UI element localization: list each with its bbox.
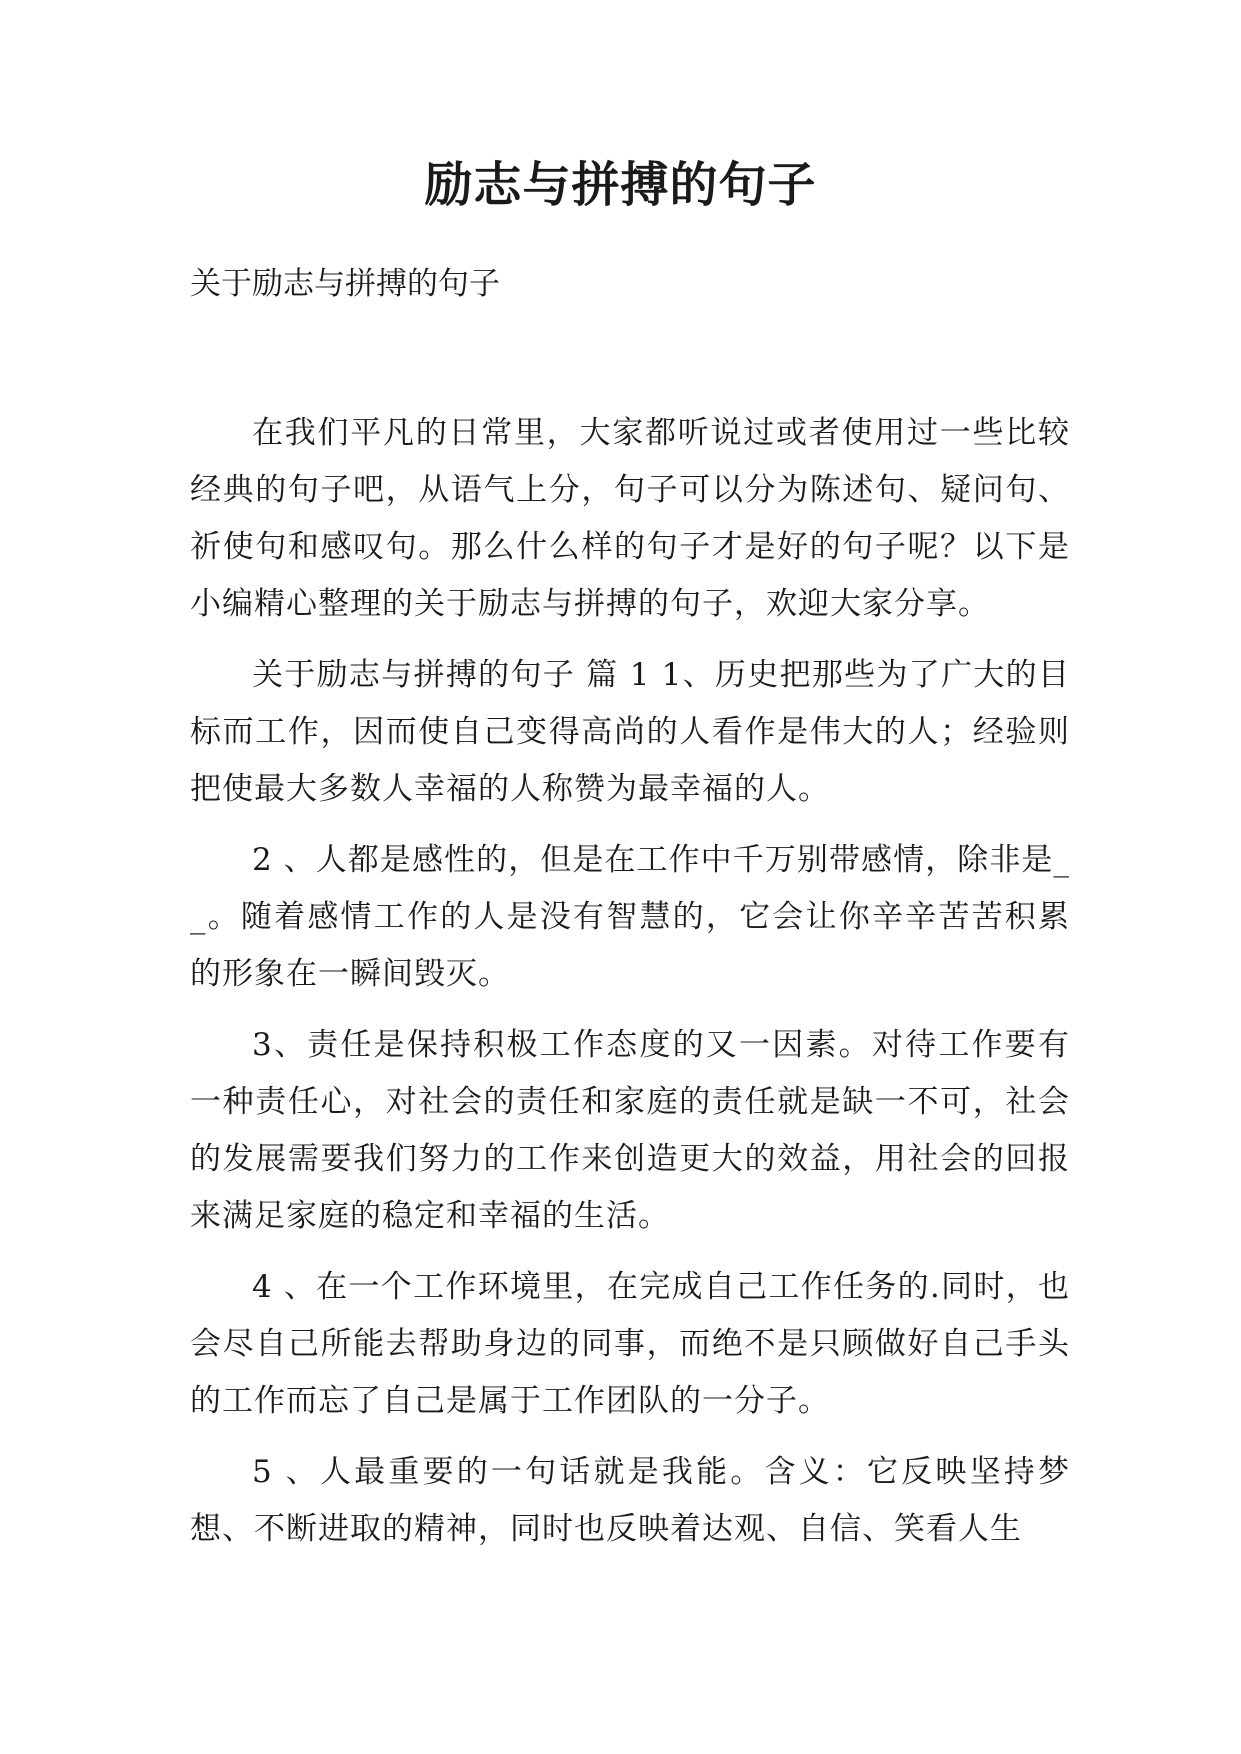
paragraph-item-1: 关于励志与拼搏的句子 篇 1 1、历史把那些为了广大的目标而工作，因而使自己变得高尚的人看作是伟大的人；经验则把使最大多数人幸福的人称赞为最幸福的人。 — [190, 657, 1070, 807]
paragraph-intro: 在我们平凡的日常里，大家都听说过或者使用过一些比较经典的句子吧，从语气上分，句子可以分为陈述句、疑问句、祈使句和感叹句。那么什么样的句子才是好的句子呢？以下是小编精心整理的关于励志与拼搏的句子，欢迎大家分享。 — [190, 415, 1070, 622]
document-subtitle: 关于励志与拼搏的句子 — [190, 266, 500, 302]
paragraph-item-2: 2 、人都是感性的，但是在工作中千万别带感情，除非是__。随着感情工作的人是没有智慧的，它会让你辛辛苦苦积累的形象在一瞬间毁灭。 — [190, 842, 1070, 992]
document-title: 励志与拼搏的句子 — [424, 157, 817, 213]
document-body — [190, 405, 1070, 1558]
paragraph-item-4: 4 、在一个工作环境里，在完成自己工作任务的.同时，也会尽自己所能去帮助身边的同事，而绝不是只顾做好自己手头的工作而忘了自己是属于工作团队的一分子。 — [190, 1269, 1070, 1419]
paragraph-item-5: 5 、人最重要的一句话就是我能。含义：它反映坚持梦想、不断进取的精神，同时也反映着达观、自信、笑看人生 — [190, 1454, 1070, 1547]
paragraph-item-3: 3、责任是保持积极工作态度的又一因素。对待工作要有一种责任心，对社会的责任和家庭的责任就是缺一不可，社会的发展需要我们努力的工作来创造更大的效益，用社会的回报来满足家庭的稳定和幸福的生活。 — [190, 1027, 1070, 1234]
